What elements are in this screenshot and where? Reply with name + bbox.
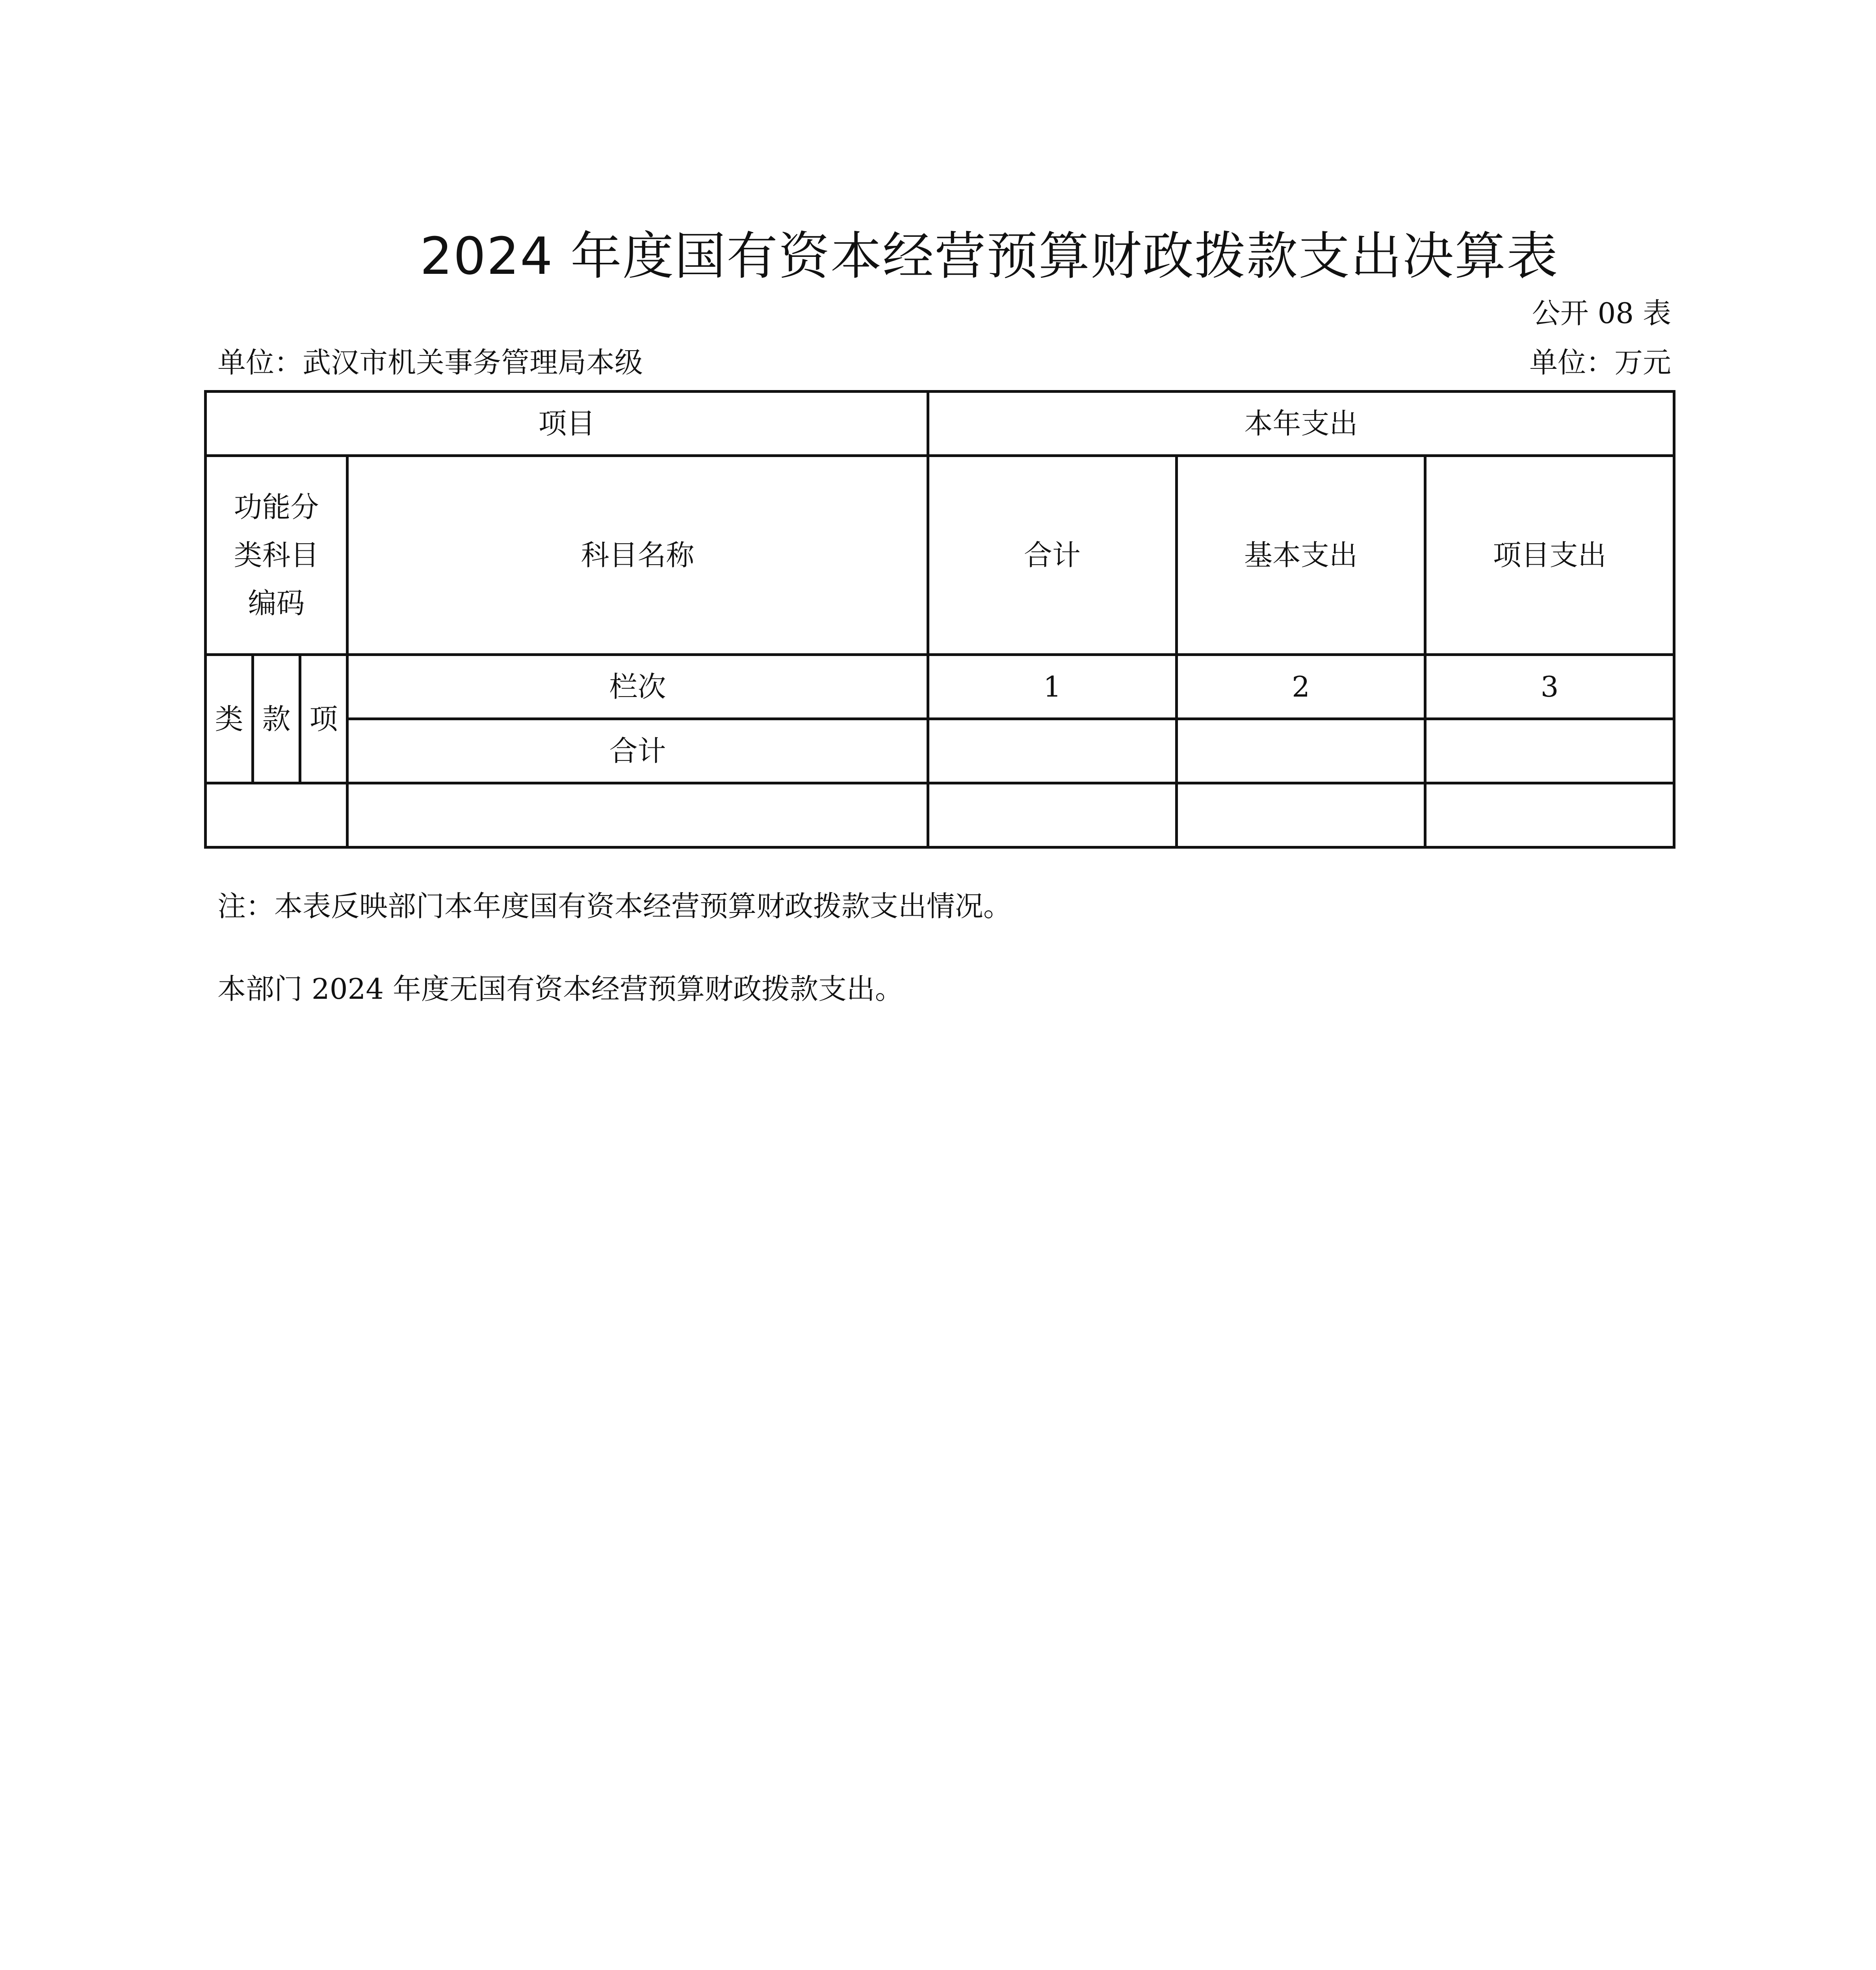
total-label: 合计	[347, 719, 928, 783]
budget-table	[204, 390, 1675, 849]
total-cell	[928, 719, 1177, 783]
header-item: 项目	[206, 392, 928, 456]
column-header-total: 合计	[928, 456, 1177, 655]
empty-cell	[1177, 783, 1425, 847]
column-number: 2	[1177, 655, 1425, 719]
subheader-row	[206, 456, 1674, 655]
currency-unit: 单位：万元	[1529, 346, 1671, 379]
empty-cell	[1425, 783, 1674, 847]
subject-code-line: 功能分	[234, 491, 319, 524]
column-header-basic: 基本支出	[1177, 456, 1425, 655]
column-number: 3	[1425, 655, 1674, 719]
code-level-section: 款	[253, 655, 300, 783]
empty-cell	[347, 783, 928, 847]
form-number: 公开 08 表	[1532, 297, 1671, 330]
header-current-year: 本年支出	[928, 392, 1674, 456]
page-title: 2024 年度国有资本经营预算财政拨款支出决算表	[420, 226, 1559, 286]
subject-code-line: 编码	[248, 587, 305, 620]
empty-cell	[928, 783, 1177, 847]
column-header-project: 项目支出	[1425, 456, 1674, 655]
code-level-item: 项	[300, 655, 347, 783]
empty-cell	[206, 783, 347, 847]
row-index-label: 栏次	[347, 655, 928, 719]
no-expenditure-statement: 本部门 2024 年度无国有资本经营预算财政拨款支出。	[217, 972, 904, 1005]
column-number: 1	[928, 655, 1177, 719]
code-level-category: 类	[206, 655, 253, 783]
column-index-row	[206, 655, 1674, 719]
total-cell	[1425, 719, 1674, 783]
header-row	[206, 392, 1674, 456]
total-row	[206, 719, 1674, 783]
subject-code-header	[206, 456, 347, 655]
table-row	[206, 783, 1674, 847]
subject-code-line: 类科目	[234, 539, 319, 572]
table-note: 注：本表反映部门本年度国有资本经营预算财政拨款支出情况。	[217, 890, 1012, 923]
total-cell	[1177, 719, 1425, 783]
reporting-unit: 单位：武汉市机关事务管理局本级	[217, 346, 643, 379]
subject-name-header: 科目名称	[347, 456, 928, 655]
